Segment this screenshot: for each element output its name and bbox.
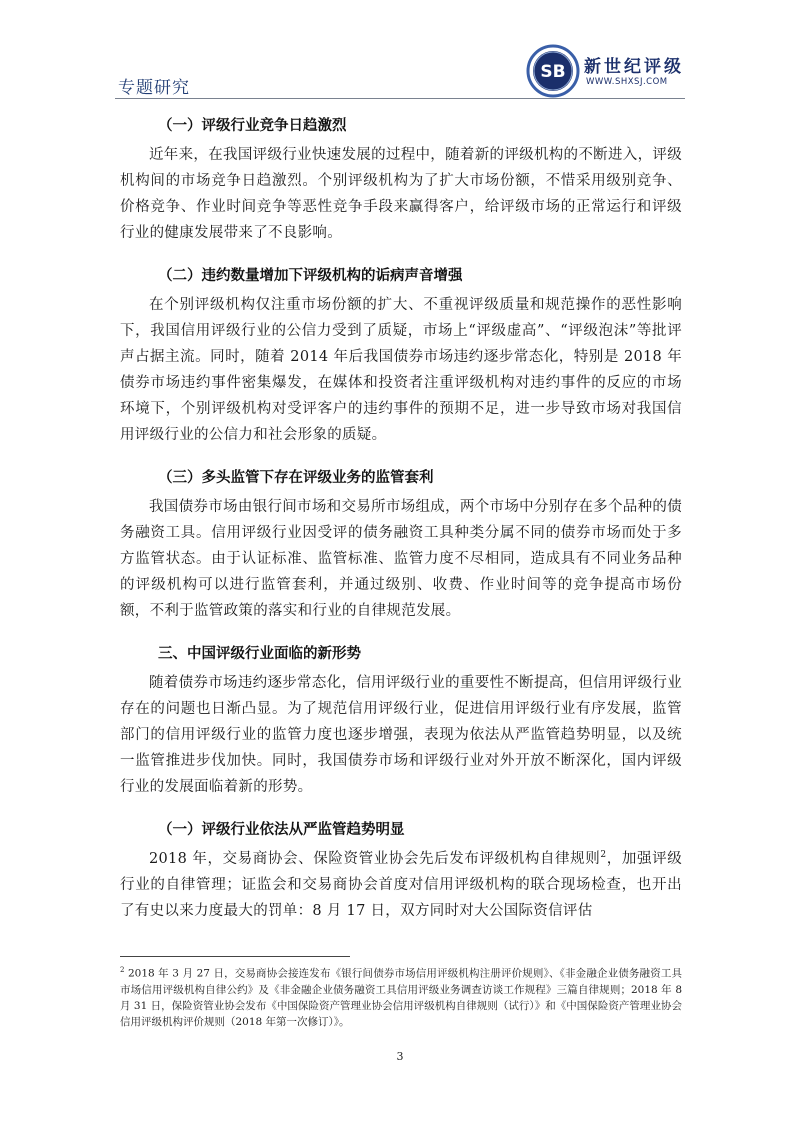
paragraph-competition: 近年来，在我国评级行业快速发展的过程中，随着新的评级机构的不断进入，评级机构间的市场竞争日趋激烈。个别评级机构为了扩大市场份额，不惜采用级别竞争、价格竞争、作业时间竞争等恶性竞争手段来赢得客户，给评级市场的正常运行和评级行业的健康发展带来了不良影响。 <box>120 147 682 241</box>
paragraph-strict-regulation-part2: ，加强评级行业的自律管理；证监会和交易商协会首度对信用评级机构的联合现场检查，也开出了有史以来力度最大的罚单：8 月 17 日，双方同时对大公国际资信评估 <box>120 851 683 919</box>
heading-competition: （一）评级行业竞争日趋激烈 <box>158 118 347 134</box>
footnote-marker: 2 <box>120 966 125 974</box>
brand-name: 新世纪评级 <box>584 57 684 77</box>
heading-strict-regulation: （一）评级行业依法从严监管趋势明显 <box>158 822 405 838</box>
heading-default-criticism: （二）违约数量增加下评级机构的诟病声音增强 <box>158 268 463 284</box>
main-content <box>120 110 682 930</box>
heading-new-situation: 三、中国评级行业面临的新形势 <box>158 646 361 662</box>
footnote-text: 2018 年 3 月 27 日，交易商协会接连发布《银行间债券市场信用评级机构注册评价规则》、《非金融企业债务融资工具市场信用评级机构自律公约》及《非金融企业债务融资工具信用评级业务调查访谈工作规程》三篇自律规则；2018 年 8 月 31 日，保险资管业协会发布《中国保险资产管理业协会信用评级机构自律规则（试行）》和《中国保险资产管理业协会信用评级机构评价规则（2018 年第一次修订）》。 <box>120 967 683 1028</box>
header-divider <box>115 98 685 99</box>
heading-regulatory-arbitrage: （三）多头监管下存在评级业务的监管套利 <box>158 470 434 486</box>
page-number: 3 <box>396 1050 404 1063</box>
paragraph-strict-regulation-part1: 2018 年，交易商协会、保险资管业协会先后发布评级机构自律规则 <box>149 851 601 867</box>
brand-url: WWW.SHXSJ.COM <box>586 77 668 87</box>
paragraph-default-criticism: 在个别评级机构仅注重市场份额的扩大、不重视评级质量和规范操作的恶性影响下，我国信用评级行业的公信力受到了质疑，市场上“评级虚高”、“评级泡沫”等批评声占据主流。同时，随着 2014 年后我国债券市场违约逐步常态化，特别是 2018 年债券市场违约事件密集爆发，在媒体和投资者注重评级机构对违约事件的反应的市场环境下，个别评级机构对受评客户的违约事件的预期不足，进一步导致市场对我国信用评级行业的公信力和社会形象的质疑。 <box>120 297 682 443</box>
paragraph-new-situation: 随着债券市场违约逐步常态化，信用评级行业的重要性不断提高，但信用评级行业存在的问题也日渐凸显。为了规范信用评级行业，促进信用评级行业有序发展，监管部门的信用评级行业的监管力度也逐步增强，表现为依法从严监管趋势明显，以及统一监管推进步伐加快。同时，我国债券市场和评级行业对外开放不断深化，国内评级行业的发展面临着新的形势。 <box>120 675 682 795</box>
section-title: 专题研究 <box>118 78 190 98</box>
paragraph-strict-regulation <box>120 846 682 924</box>
emblem-text: SB <box>540 62 566 82</box>
company-logo <box>526 44 686 100</box>
paragraph-regulatory-arbitrage: 我国债券市场由银行间市场和交易所市场组成，两个市场中分别存在多个品种的债务融资工具。信用评级行业因受评的债务融资工具种类分属不同的债券市场而处于多方监管状态。由于认证标准、监管标准、监管力度不尽相同，造成具有不同业务品种的评级机构可以进行监管套利，并通过级别、收费、作业时间等的竞争提高市场份额，不利于监管政策的落实和行业的自律规范发展。 <box>120 499 682 619</box>
footnote-reference[interactable]: 2 <box>600 850 607 861</box>
footnote <box>120 962 682 1030</box>
emblem-icon <box>526 44 580 98</box>
footnote-divider <box>120 956 350 957</box>
